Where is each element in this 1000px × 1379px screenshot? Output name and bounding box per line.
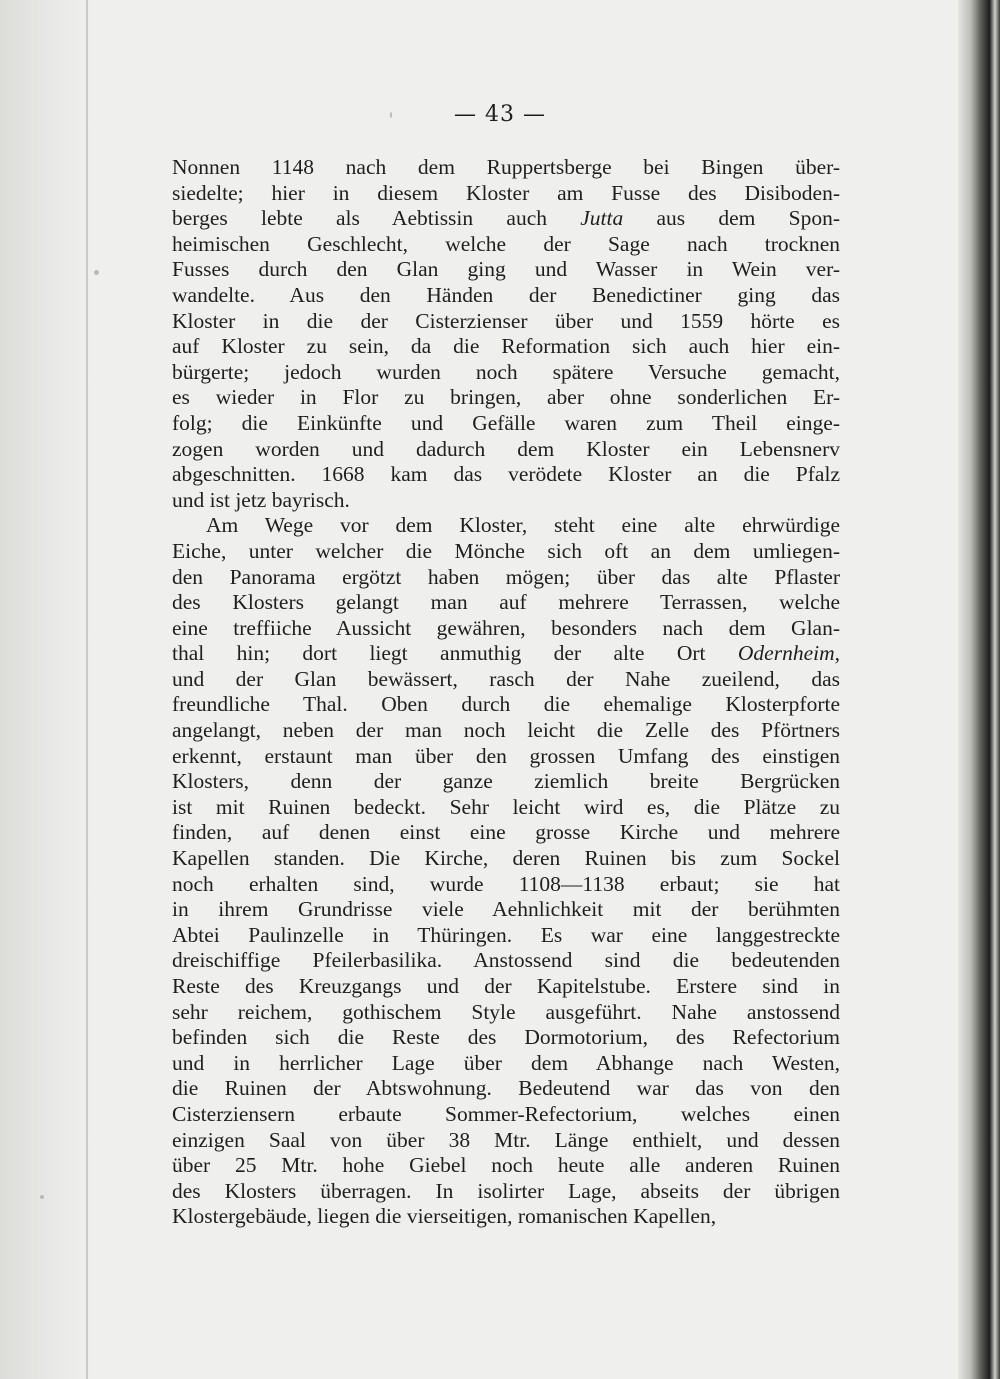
text-line: dreischiffige Pfeilerbasilika. Anstossend sind die bedeutenden bbox=[172, 948, 840, 973]
text-line: des Klosters gelangt man auf mehrere Terrassen, welche bbox=[172, 590, 840, 615]
page-number: — 43 — bbox=[454, 102, 546, 127]
gutter-fold-line bbox=[86, 0, 88, 1379]
text-line: Reste des Kreuzgangs und der Kapitelstube. Erstere sind in bbox=[172, 974, 840, 998]
text-line: Eiche, unter welcher die Mönche sich oft an dem umliegen- bbox=[172, 538, 840, 563]
text-line: und ist jetz bayrisch. bbox=[172, 487, 350, 512]
text-line: auf Kloster zu sein, da die Reformation sich auch hier ein- bbox=[172, 334, 840, 359]
text-line: Nonnen 1148 nach dem Ruppertsberge bei Bingen über- bbox=[172, 155, 840, 179]
text-line: über 25 Mtr. hohe Giebel noch heute alle anderen Ruinen bbox=[172, 1153, 840, 1178]
text-line: Abtei Paulinzelle in Thüringen. Es war eine langgestreckte bbox=[172, 922, 840, 947]
text-line: in ihrem Grundrisse viele Aehnlichkeit mit der berühmten bbox=[172, 897, 840, 922]
text-line: Cisterziensern erbaute Sommer-Refectorium, welches einen bbox=[172, 1101, 840, 1126]
text-line: berges lebte als Aebtissin auch Jutta aus dem Spon- bbox=[172, 206, 841, 231]
text-line: abgeschnitten. 1668 kam das verödete Kloster an die Pfalz bbox=[172, 462, 840, 487]
text-line: Klosters, denn der ganze ziemlich breite Bergrücken bbox=[172, 769, 840, 794]
text-line: finden, auf denen einst eine grosse Kirche und mehrere bbox=[172, 820, 840, 845]
text-line: folg; die Einkünfte und Gefälle waren zum Theil einge- bbox=[172, 410, 840, 435]
page-edge-shadow bbox=[958, 0, 1000, 1379]
paper-speck bbox=[40, 1195, 44, 1199]
text-line: den Panorama ergötzt haben mögen; über das alte Pflaster bbox=[172, 564, 840, 589]
text-line: ist mit Ruinen bedeckt. Sehr leicht wird es, die Plätze zu bbox=[172, 794, 840, 819]
text-line: Kapellen standen. Die Kirche, deren Ruinen bis zum Sockel bbox=[172, 846, 840, 871]
text-line: wandelte. Aus den Händen der Benedictiner ging das bbox=[172, 282, 840, 307]
text-line: Am Wege vor dem Kloster, steht eine alte ehrwürdige bbox=[206, 513, 840, 538]
body-text bbox=[172, 155, 840, 1230]
paragraph bbox=[172, 155, 840, 513]
text-line: einzigen Saal von über 38 Mtr. Länge enthielt, und dessen bbox=[172, 1127, 840, 1152]
text-line: heimischen Geschlecht, welche der Sage nach trocknen bbox=[172, 231, 840, 256]
text-line: freundliche Thal. Oben durch die ehemalige Klosterpforte bbox=[172, 692, 840, 717]
text-line: Klostergebäude, liegen die vierseitigen, romanischen Kapellen, bbox=[172, 1204, 717, 1229]
text-line: sehr reichem, gothischem Style ausgeführt. Nahe anstossend bbox=[172, 999, 840, 1024]
text-line: Kloster in die der Cisterzienser über und 1559 hörte es bbox=[172, 308, 840, 333]
text-line: es wieder in Flor zu bringen, aber ohne sonderlichen Er- bbox=[172, 385, 840, 410]
italic-name: Odernheim bbox=[737, 641, 835, 666]
text-line: die Ruinen der Abtswohnung. Bedeutend war das von den bbox=[172, 1076, 840, 1101]
paragraph bbox=[172, 513, 840, 1230]
text-line: eine treffiiche Aussicht gewähren, besonders nach dem Glan- bbox=[172, 615, 840, 640]
text-line: erkennt, erstaunt man über den grossen Umfang des einstigen bbox=[172, 743, 840, 768]
text-line: und in herrlicher Lage über dem Abhange nach Westen, bbox=[172, 1050, 840, 1075]
text-line: bürgerte; jedoch wurden noch spätere Versuche gemacht, bbox=[172, 359, 840, 384]
text-line: noch erhalten sind, wurde 1108—1138 erbaut; sie hat bbox=[172, 871, 840, 896]
text-line: befinden sich die Reste des Dormotorium, des Refectorium bbox=[172, 1025, 840, 1050]
text-line: zogen worden und dadurch dem Kloster ein Lebensnerv bbox=[172, 436, 840, 461]
italic-name: Jutta bbox=[580, 206, 624, 231]
text-line: siedelte; hier in diesem Kloster am Fusse des Disiboden- bbox=[172, 180, 840, 205]
text-line: Fusses durch den Glan ging und Wasser in Wein ver- bbox=[172, 257, 840, 282]
text-line: des Klosters überragen. In isolirter Lage, abseits der übrigen bbox=[172, 1178, 840, 1203]
paper-speck bbox=[94, 270, 99, 275]
binding-gutter bbox=[0, 0, 92, 1379]
text-line: angelangt, neben der man noch leicht die Zelle des Pförtners bbox=[172, 718, 840, 743]
text-line: und der Glan bewässert, rasch der Nahe zueilend, das bbox=[172, 666, 840, 691]
text-line: thal hin; dort liegt anmuthig der alte Ort Odernheim, bbox=[172, 641, 840, 666]
